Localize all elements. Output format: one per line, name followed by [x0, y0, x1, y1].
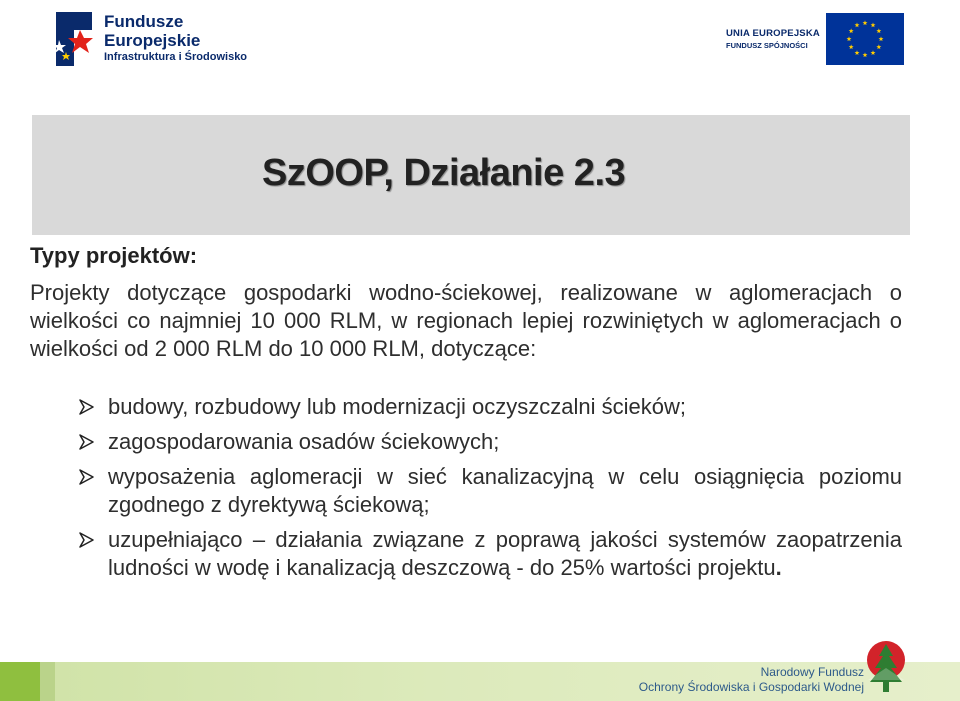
- arrow-bullet-icon: [78, 399, 94, 415]
- nf-line2: Ochrony Środowiska i Gospodarki Wodnej: [638, 680, 864, 694]
- list-item: [30, 428, 902, 456]
- fe-logo-text: [104, 12, 247, 65]
- project-types-list: [30, 393, 902, 589]
- eu-logo-text: [726, 28, 820, 50]
- fe-star-icon: [52, 10, 102, 68]
- final-period: .: [775, 555, 782, 580]
- eu-flag: [826, 13, 904, 65]
- footer-square: [0, 662, 40, 701]
- intro-paragraph: Projekty dotyczące gospodarki wodno-ściekowej, realizowane w aglomeracjach o wielkości co najmniej 10 000 RLM, w regionach lepiej rozwiniętych w aglomeracjach o wielkości od 2 000 RLM do 10 000 RLM, dotyczące:: [30, 280, 902, 361]
- fe-line2: Europejskie: [104, 31, 201, 50]
- slide-title: SzOOP, Działanie 2.3: [262, 152, 626, 194]
- list-item: [30, 393, 902, 421]
- list-item-text: wyposażenia aglomeracji w sieć kanalizacyjną w celu osiągnięcia poziomu zgodnego z dyrektywą ściekową;: [108, 464, 902, 517]
- list-item: [30, 526, 902, 582]
- arrow-bullet-icon: [78, 532, 94, 548]
- fundusze-europejskie-logo: [52, 10, 252, 70]
- list-item-text: zagospodarowania osadów ściekowych;: [108, 429, 500, 454]
- list-item-text: uzupełniająco – działania związane z poprawą jakości systemów zaopatrzenia ludności w wodę i kanalizacją deszczową - do 25% wartości projektu: [108, 527, 902, 580]
- fe-line3: Infrastruktura i Środowisko: [104, 51, 248, 63]
- footer-square-small: [40, 662, 55, 701]
- section-heading: Typy projektów:: [30, 243, 198, 268]
- eu-line1: UNIA EUROPEJSKA: [726, 28, 820, 39]
- fe-line1: Fundusze: [104, 12, 184, 31]
- list-item-text: budowy, rozbudowy lub modernizacji oczyszczalni ścieków;: [108, 394, 686, 419]
- list-item: [30, 463, 902, 519]
- nfosigw-text: [639, 665, 864, 695]
- nf-line1: Narodowy Fundusz: [760, 665, 864, 679]
- arrow-bullet-icon: [78, 469, 94, 485]
- nfosigw-tree-logo: [860, 640, 912, 698]
- eu-line2: FUNDUSZ SPÓJNOŚCI: [726, 41, 808, 50]
- arrow-bullet-icon: [78, 434, 94, 450]
